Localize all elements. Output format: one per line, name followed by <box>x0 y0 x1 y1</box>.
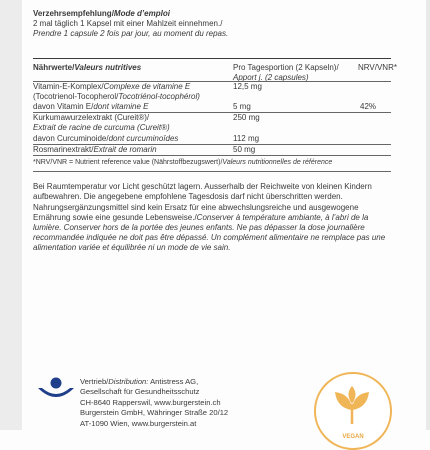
nutrient-name-fr: dont vitamine E <box>93 101 149 111</box>
nutrient-amount: 250 mg <box>233 113 260 123</box>
dosage-heading-fr: Mode d’emploi <box>113 9 170 18</box>
address-line-5: AT-1090 Wien, www.burgerstein.at <box>80 418 197 428</box>
nutrient-name-de: Rosmarinextrakt/ <box>33 144 94 154</box>
nutrient-name-de: Kurkumawurzelextrakt (Cureit®)/ <box>33 113 150 123</box>
nutrient-name <box>33 82 190 92</box>
dosage-line-fr: Prendre 1 capsule 2 fois par jour, au moment du repas. <box>33 29 229 39</box>
nutrition-row <box>33 144 391 155</box>
nutrient-name-fr: dont curcuminoïdes <box>108 133 179 143</box>
address-line-2: Gesellschaft für Gesundheitsschutz <box>80 387 200 397</box>
serving-header-line1: Pro Tagesportion (2 Kapseln)/ <box>233 62 339 72</box>
burgerstein-logo <box>36 376 76 404</box>
distributor-de: Vertrieb/ <box>80 377 109 386</box>
nutrient-name-fr: Extrait de racine de curcuma (Cureit®) <box>33 123 170 133</box>
nutrient-amount: 5 mg <box>233 101 251 111</box>
nutrient-amount: 12,5 mg <box>233 81 262 91</box>
footnote-de: *NRV/VNR = Nutrient reference value (Nährstoffbezugswert)/ <box>33 158 223 166</box>
nutrient-name <box>33 113 149 123</box>
nutrient-name-de: Vitamin-E-Komplex/ <box>33 81 104 91</box>
storage-warning <box>33 182 391 253</box>
nutrition-table-header <box>33 59 397 82</box>
nutrient-name-de: (Tocotrienol-Tocopherol/ <box>33 91 119 101</box>
nutrient-nrv: 42% <box>360 101 377 111</box>
nutrition-header-fr: Valeurs nutritives <box>74 62 142 72</box>
dosage-heading-de: Verzehrsempfehlung/ <box>33 9 114 18</box>
nutrient-name-de: davon Vitamin E/ <box>33 101 94 111</box>
nutrient-name-fr: Complexe de vitamine E <box>103 81 191 91</box>
nutrition-row <box>33 81 391 92</box>
nutrient-name <box>33 102 148 112</box>
address-line-4: Burgerstein GmbH, Währinger Straße 20/12 <box>80 408 229 418</box>
nutrition-row <box>33 112 391 123</box>
vegan-label: VEGAN <box>342 434 364 440</box>
warning-de: Bei Raumtemperatur vor Licht geschützt lagern. Ausserhalb der Reichweite von kleinen Kindern aufbewahren. Die angegebene empfohlene Tagesdosis darf nicht überschritten werden. Nahrungsergänzungsmittel sind kein Ersatz für eine abwechslungsreiche und ausgewogene Ernährung sowie eine gesunde Lebensweise./ <box>33 182 372 222</box>
dosage-line-de: 2 mal täglich 1 Kapsel mit einer Mahlzeit einnehmen./ <box>33 19 223 29</box>
package-side-edge <box>0 0 22 430</box>
nutrient-name <box>33 92 200 102</box>
address-line-3: CH-8640 Rapperswil, www.burgerstein.ch <box>80 397 221 407</box>
warning-fr: Conserver à température ambiante, à l’abri de la lumière. Conserver hors de la portée des jeunes enfants. Ne pas dépasser la dose journalière recommandée indiquée ne doit pas être dépassé. Un complément alimentaire ne remplace pas une alimentation variée et équilibrée ni un mode de vie sain. <box>33 212 386 253</box>
distributor-name: Antistress AG, <box>148 377 199 386</box>
nutrition-row <box>33 123 391 133</box>
nutrient-name-de: davon Curcuminoide/ <box>33 133 109 143</box>
dosage-heading <box>33 9 391 19</box>
nrv-header: NRV/VNR* <box>358 62 397 72</box>
nutrition-header-label <box>33 63 141 73</box>
nutrient-name-fr: Tocotriénol-tocophérol) <box>118 91 200 101</box>
nutrition-row <box>33 92 391 102</box>
nutrient-name <box>33 145 157 155</box>
table-bottom-rule <box>33 155 391 156</box>
nutrient-name <box>33 134 178 144</box>
nrv-footnote <box>33 158 391 168</box>
leaf-icon <box>329 384 375 430</box>
serving-header-line2: Apport j. (2 capsules) <box>233 72 309 82</box>
nutrition-rows <box>33 81 391 155</box>
label-content <box>33 0 397 254</box>
footnote-fr: Valeurs nutritionnelles de référence <box>222 158 333 166</box>
nutrient-name-fr: Extrait de romarin <box>93 144 157 154</box>
nutrition-row <box>33 102 391 112</box>
package-right-edge <box>426 0 430 430</box>
nutrition-row <box>33 134 391 144</box>
distribution-address <box>80 377 280 429</box>
footnote-rule <box>33 171 391 172</box>
distributor-line <box>80 377 280 387</box>
nutrient-name <box>33 123 170 133</box>
vegan-badge <box>314 372 392 450</box>
nutrient-amount: 50 mg <box>233 144 256 154</box>
distributor-fr: Distribution: <box>108 377 149 386</box>
dosage-section <box>33 9 391 40</box>
nutrient-amount: 112 mg <box>233 133 260 143</box>
nutrition-header-de: Nährwerte/ <box>33 62 75 72</box>
